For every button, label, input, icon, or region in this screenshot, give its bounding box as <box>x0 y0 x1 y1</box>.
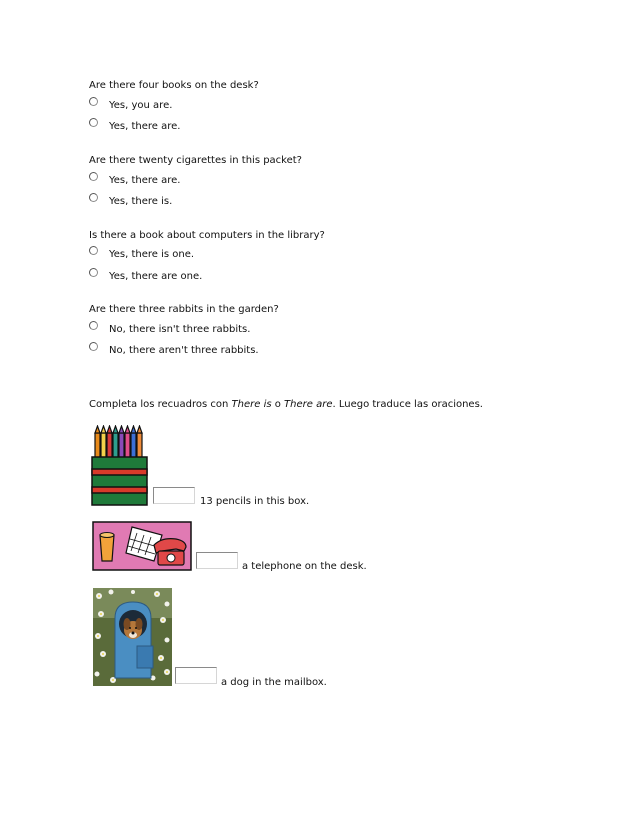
answer-input-3[interactable] <box>175 667 217 684</box>
option-label: Yes, there are one. <box>109 271 203 282</box>
instructions-part-3: . Luego traduce las oraciones. <box>332 399 483 410</box>
radio-button[interactable] <box>89 97 98 106</box>
instructions-part-2: o <box>271 399 285 410</box>
answer-input-1[interactable] <box>153 487 195 504</box>
instructions <box>89 399 483 411</box>
option-label: Yes, there are. <box>109 175 181 186</box>
radio-button[interactable] <box>89 342 98 351</box>
question-1: Are there four books on the desk? <box>89 80 259 91</box>
radio-button[interactable] <box>89 268 98 277</box>
radio-button[interactable] <box>89 193 98 202</box>
radio-button[interactable] <box>89 172 98 181</box>
question-3: Is there a book about computers in the library? <box>89 230 325 241</box>
instructions-there-is: There is <box>231 399 272 410</box>
option-label: Yes, you are. <box>109 100 173 111</box>
exercise-sentence-1: 13 pencils in this box. <box>200 496 310 507</box>
option-label: Yes, there is. <box>109 196 173 207</box>
option-label: Yes, there are. <box>109 121 181 132</box>
question-2: Are there twenty cigarettes in this packet? <box>89 155 302 166</box>
instructions-there-are: There are <box>284 399 333 410</box>
radio-button[interactable] <box>89 118 98 127</box>
radio-button[interactable] <box>89 321 98 330</box>
exercise-sentence-3: a dog in the mailbox. <box>221 677 327 688</box>
dog-in-mailbox-photo <box>93 588 172 686</box>
crayon-box-icon <box>90 425 150 507</box>
option-label: No, there aren't three rabbits. <box>109 345 259 356</box>
instructions-part-1: Completa los recuadros con <box>89 399 232 410</box>
option-label: Yes, there is one. <box>109 249 195 260</box>
answer-input-2[interactable] <box>196 552 238 569</box>
radio-button[interactable] <box>89 246 98 255</box>
option-label: No, there isn't three rabbits. <box>109 324 251 335</box>
desk-telephone-icon <box>92 521 192 571</box>
exercise-sentence-2: a telephone on the desk. <box>242 561 367 572</box>
question-4: Are there three rabbits in the garden? <box>89 304 279 315</box>
